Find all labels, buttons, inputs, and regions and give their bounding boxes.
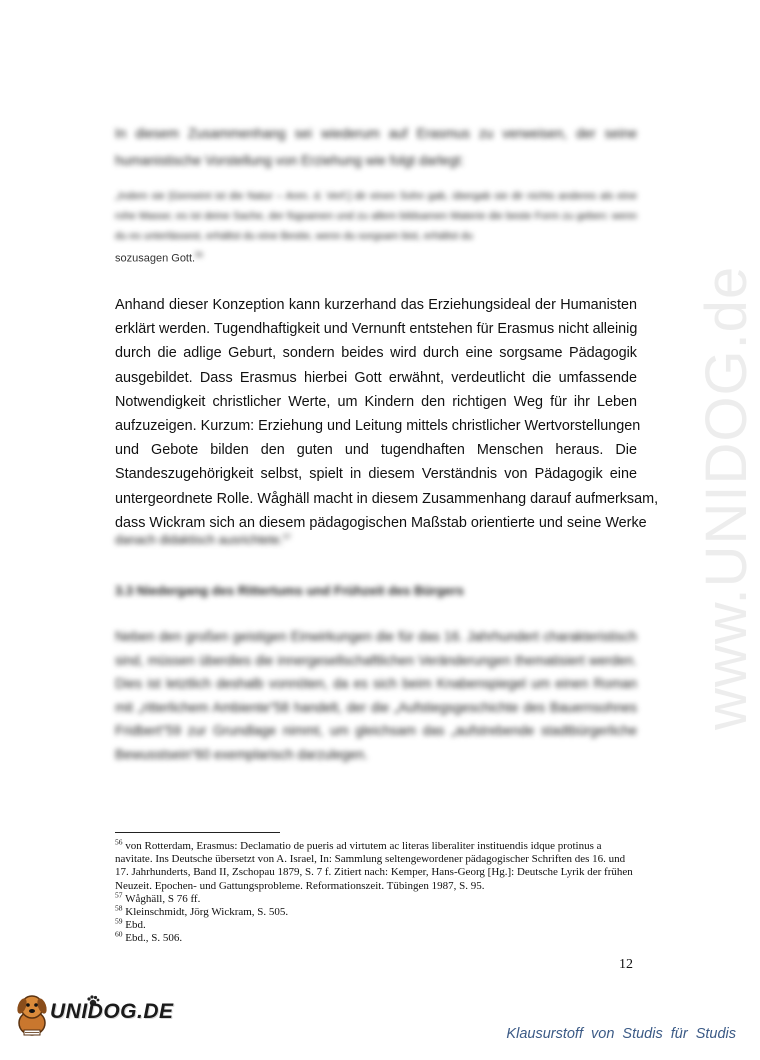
footnote-text: Ebd., S. 506. xyxy=(125,932,183,945)
brand-logo xyxy=(10,988,175,1043)
quote-tail xyxy=(115,252,203,265)
footnote-number: 60 xyxy=(115,929,123,939)
footnote-number: 59 xyxy=(115,916,123,926)
footnote-ref-56: 56 xyxy=(195,252,203,259)
footer-tagline: Klausurstoff von Studis für Studis xyxy=(506,1026,736,1042)
footnote-text: Ebd. xyxy=(125,919,146,932)
footnotes xyxy=(115,837,640,946)
footnote-ref-57: 57 xyxy=(283,533,291,541)
paragraph-line: untergeordnete Rolle. Wåghäll macht in diesem Zusammenhang darauf aufmerksam, xyxy=(115,490,659,507)
watermark: www.UNIDOG.de xyxy=(694,265,759,730)
section-heading: 3.3 Niedergang des Rittertums und Frühzeit des Bürgers xyxy=(115,583,464,598)
blurred-quote: „Indem sie [Gemeint ist die Natur – Anm. d. Verf.] dir einen Sohn gab, übergab sie dir nichts anderes als eine rohe Masse; es ist deine Sache, der fügsamen und zu allem bildsamen Materie die beste Form zu geben: wenn du es unterlässest, erhältst du eine Bestie, wenn du sorgsam bist, erhältst du xyxy=(115,190,637,242)
brand-logo-text: UNIDOG.DE xyxy=(50,1000,174,1023)
footnote-text: Wåghäll, S 76 ff. xyxy=(125,892,201,905)
blurred-paragraph-end-text: danach didaktisch ausrichtete. xyxy=(115,533,284,547)
paragraph-line: Anhand dieser Konzeption kann kurzerhand das Erziehungsideal der Humanisten xyxy=(115,297,637,313)
footnote xyxy=(115,890,640,906)
paragraph-line: und Gebote bilden den guten und tugendhaften Menschen heraus. Die xyxy=(115,442,637,459)
paragraph-line: aufzuzeigen. Kurzum: Erziehung und Leitung mittels christlicher Wertvorstellungen xyxy=(115,418,641,435)
footnote-separator xyxy=(115,832,280,833)
footnote-number: 57 xyxy=(115,890,123,900)
paragraph-line: Standeszugehörigkeit selbst, spielt in diesem Verständnis von Pädagogik eine xyxy=(115,466,637,483)
blurred-intro-paragraph: In diesem Zusammenhang sei wiederum auf Erasmus zu verweisen, der seine humanistische Vorstellung von Erziehung wie folgt darlegt: xyxy=(115,126,637,168)
footnote-text: von Rotterdam, Erasmus: Declamatio de pueris ad virtutem ac literas liberaliter instituendis idque protinus a navitate. Ins Deutsche übersetzt von A. Israel, In: Sammlung seltengewordener pädagogischer Schriften des 16. und 17. Jahrhunderts, Band II, Zschopau 1879, S. 7 f. Zitiert nach: Kemper, Hans-Georg [Hg.]: Deutsche Lyrik der frühen Neuzeit. Epochen- und Gattungsprobleme. Reformationszeit. Tübingen 1987, S. 95. xyxy=(115,840,633,892)
footnote xyxy=(115,837,640,893)
blurred-paragraph-end xyxy=(115,533,291,547)
footnote-number: 58 xyxy=(115,903,123,913)
paragraph-line: erklärt werden. Tugendhaftigkeit und Vernunft entstehen für Erasmus nicht alleinig xyxy=(115,321,638,338)
quote-tail-text: sozusagen Gott. xyxy=(115,252,196,265)
footnote xyxy=(115,903,640,919)
page-number: 12 xyxy=(619,957,633,972)
dog-mascot-icon xyxy=(10,990,54,1040)
main-paragraph xyxy=(115,293,659,535)
paragraph-line: dass Wickram sich an diesem pädagogischen Maßstab orientierte und seine Werke xyxy=(115,514,647,531)
paragraph-line: durch die adlige Geburt, sondern beides wird durch eine sorgsame Pädagogik xyxy=(115,345,637,362)
footnote-text: Kleinschmidt, Jörg Wickram, S. 505. xyxy=(125,906,289,919)
paragraph-line: ausgebildet. Dass Erasmus hierbei Gott erwähnt, verdeutlicht die umfassende xyxy=(115,369,637,386)
footnote xyxy=(115,929,640,945)
paragraph-line: Notwendigkeit christlicher Werte, um Kindern den richtigen Weg für ihr Leben xyxy=(115,393,637,410)
footnote xyxy=(115,916,640,932)
blurred-section-paragraph: Neben den großen geistigen Einwirkungen die für das 16. Jahrhundert charakteristisch sind, müssen überdies die innergesellschaftlichen Veränderungen thematisiert werden. Dies ist letztlich deshalb vonnöten, da es sich beim Knabenspiegel um einen Roman mit „ritterlichem Ambiente“58 handelt, der die „Aufstiegsgeschichte des Bauernsohnes Fridbert“59 zur Grundlage nimmt, um gleichsam das „aufstrebende stadtbürgerliche Bewusstsein“60 exemplarisch darzulegen. xyxy=(115,629,637,762)
footnote-number: 56 xyxy=(115,837,123,847)
